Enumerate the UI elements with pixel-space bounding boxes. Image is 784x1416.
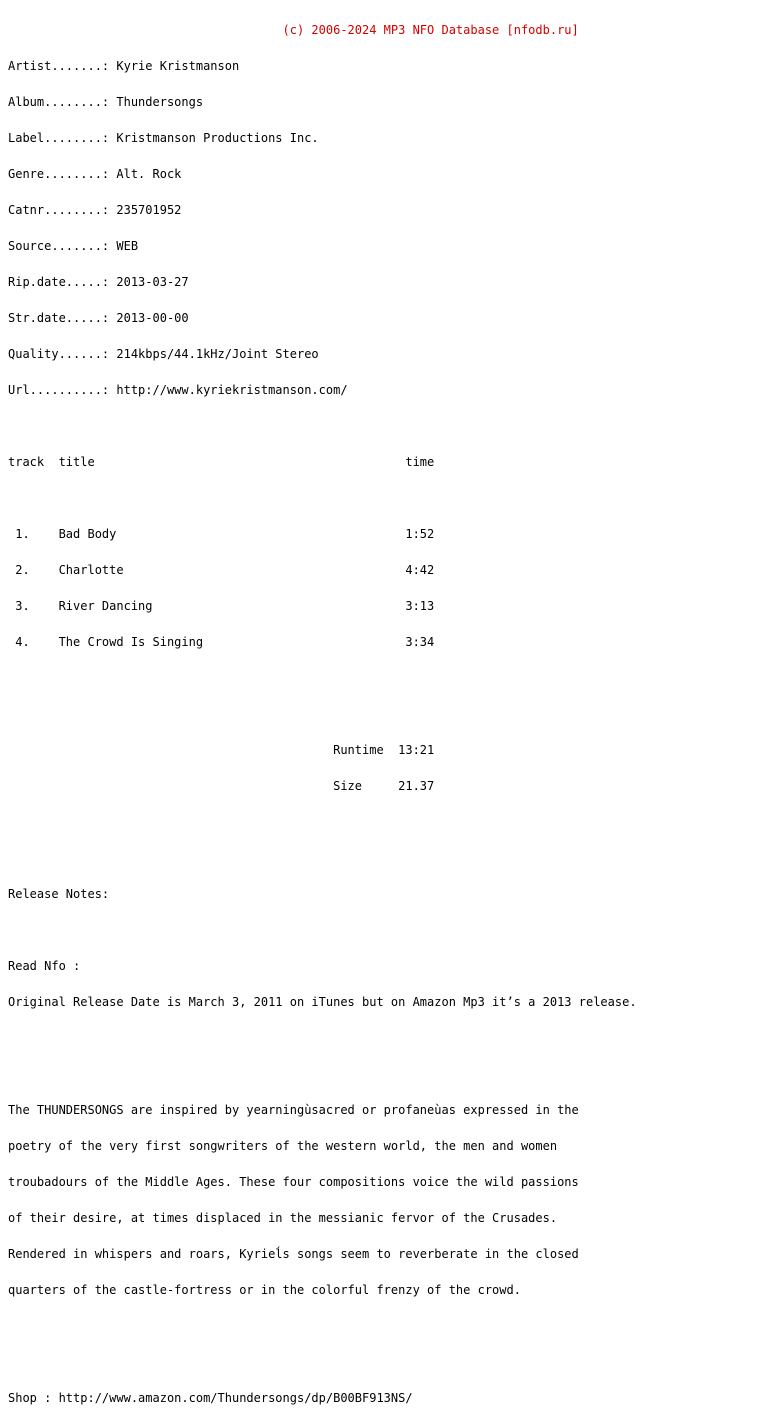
- quality-line: Quality......: 214kbps/44.1kHz/Joint Stereo: [8, 347, 319, 361]
- artist-line: Artist.......: Kyrie Kristmanson: [8, 59, 240, 73]
- blank-line: [8, 420, 784, 432]
- blank-line: [8, 672, 784, 684]
- blank-line: [8, 1320, 784, 1332]
- blank-line: [8, 1032, 784, 1044]
- tracklist-header: track title time: [8, 455, 435, 469]
- description-line: The THUNDERSONGS are inspired by yearningùsacred or profaneùas expressed in the: [8, 1103, 579, 1117]
- genre-line: Genre........: Alt. Rock: [8, 167, 182, 181]
- album-line: Album........: Thundersongs: [8, 95, 204, 109]
- track-row: 4. The Crowd Is Singing 3:34: [8, 635, 435, 649]
- blank-line: [8, 1356, 784, 1368]
- blank-line: [8, 924, 784, 936]
- description-line: Rendered in whispers and roars, Kyrieĺs songs seem to reverberate in the closed: [8, 1247, 579, 1261]
- copyright-header-link[interactable]: (c) 2006-2024 MP3 NFO Database [nfodb.ru]: [8, 23, 579, 37]
- str-date-line: Str.date.....: 2013-00-00: [8, 311, 189, 325]
- blank-line: [8, 492, 784, 504]
- original-release-line: Original Release Date is March 3, 2011 on iTunes but on Amazon Mp3 it’s a 2013 release.: [8, 995, 637, 1009]
- track-row: 3. River Dancing 3:13: [8, 599, 435, 613]
- blank-line: [8, 852, 784, 864]
- track-row: 1. Bad Body 1:52: [8, 527, 435, 541]
- release-notes-heading: Release Notes:: [8, 887, 110, 901]
- blank-line: [8, 1068, 784, 1080]
- blank-line: [8, 708, 784, 720]
- description-line: quarters of the castle-fortress or in the colorful frenzy of the crowd.: [8, 1283, 521, 1297]
- description-line: of their desire, at times displaced in the messianic fervor of the Crusades.: [8, 1211, 558, 1225]
- read-nfo-heading: Read Nfo :: [8, 959, 81, 973]
- shop-link-line[interactable]: Shop : http://www.amazon.com/Thundersongs/dp/B00BF913NS/: [8, 1391, 413, 1405]
- catnr-line: Catnr........: 235701952: [8, 203, 182, 217]
- label-line: Label........: Kristmanson Productions Inc.: [8, 131, 319, 145]
- size-line: Size 21.37: [8, 779, 435, 793]
- url-line: Url..........: http://www.kyriekristmanson.com/: [8, 383, 348, 397]
- description-line: poetry of the very first songwriters of the western world, the men and women: [8, 1139, 558, 1153]
- track-row: 2. Charlotte 4:42: [8, 563, 435, 577]
- rip-date-line: Rip.date.....: 2013-03-27: [8, 275, 189, 289]
- description-line: troubadours of the Middle Ages. These four compositions voice the wild passions: [8, 1175, 579, 1189]
- blank-line: [8, 816, 784, 828]
- runtime-line: Runtime 13:21: [8, 743, 435, 757]
- source-line: Source.......: WEB: [8, 239, 139, 253]
